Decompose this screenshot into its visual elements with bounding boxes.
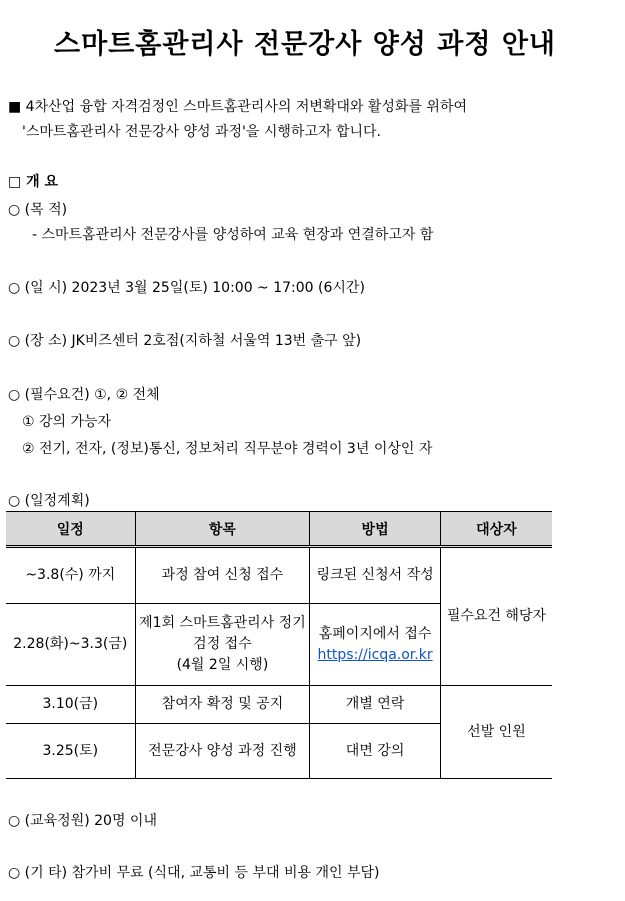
row-date: 2.28(화)~3.3(금) (6, 604, 135, 686)
row-method: 링크된 신청서 작성 (310, 547, 441, 604)
table-row (6, 686, 552, 724)
intro-line-2: '스마트홈관리사 전문강사 양성 과정'을 시행하고자 합니다. (22, 124, 381, 140)
header-target: 대상자 (440, 512, 552, 547)
page-title: 스마트홈관리사 전문강사 양성 과정 안내 (54, 29, 556, 60)
row-method: 대면 강의 (310, 724, 441, 779)
row-date: 3.10(금) (6, 686, 135, 724)
table-header-row (6, 512, 552, 547)
purpose-detail: - 스마트홈관리사 전문강사를 양성하여 교육 현장과 연결하고자 함 (32, 227, 434, 243)
row-method-text: 홈페이지에서 접수 (318, 625, 432, 642)
table-row (6, 547, 552, 604)
row-method (310, 604, 441, 686)
requirements-label: ○ (필수요건) ①, ② 전체 (8, 387, 160, 403)
etc-line: ○ (기 타) 참가비 무료 (식대, 교통비 등 부대 비용 개인 부담) (8, 865, 380, 881)
homepage-link[interactable]: https://icqa.or.kr (317, 646, 433, 663)
place-line: ○ (장 소) JK비즈센터 2호점(지하철 서울역 13번 출구 앞) (8, 333, 362, 349)
row-item: 과정 참여 신청 접수 (135, 547, 310, 604)
row-item-text: 제1회 스마트홈관리사 정기검정 접수 (139, 615, 306, 652)
header-date: 일정 (6, 512, 135, 547)
overview-heading: □ 개 요 (8, 174, 59, 190)
intro-line-1: ■ 4차산업 융합 자격검정인 스마트홈관리사의 저변확대와 활성화를 위하여 (8, 99, 468, 115)
target-group-1: 필수요건 해당자 (440, 547, 552, 686)
header-item: 항목 (135, 512, 310, 547)
requirement-item-1: ① 강의 가능자 (22, 414, 112, 430)
row-item (135, 604, 310, 686)
row-item: 참여자 확정 및 공지 (135, 686, 310, 724)
date-line: ○ (일 시) 2023년 3월 25일(토) 10:00 ~ 17:00 (6시간) (8, 280, 365, 296)
schedule-label: ○ (일정계획) (8, 493, 90, 509)
target-group-2: 선발 인원 (440, 686, 552, 779)
purpose-label: ○ (목 적) (8, 202, 68, 218)
capacity-line: ○ (교육정원) 20명 이내 (8, 813, 157, 829)
row-item-note: (4월 2일 시행) (176, 657, 269, 673)
requirement-item-2: ② 전기, 전자, (정보)통신, 정보처리 직무분야 경력이 3년 이상인 자 (22, 441, 433, 457)
header-method: 방법 (310, 512, 441, 547)
row-date: ~3.8(수) 까지 (6, 547, 135, 604)
schedule-table (6, 511, 552, 779)
row-date: 3.25(토) (6, 724, 135, 779)
row-method: 개별 연락 (310, 686, 441, 724)
row-item: 전문강사 양성 과정 진행 (135, 724, 310, 779)
